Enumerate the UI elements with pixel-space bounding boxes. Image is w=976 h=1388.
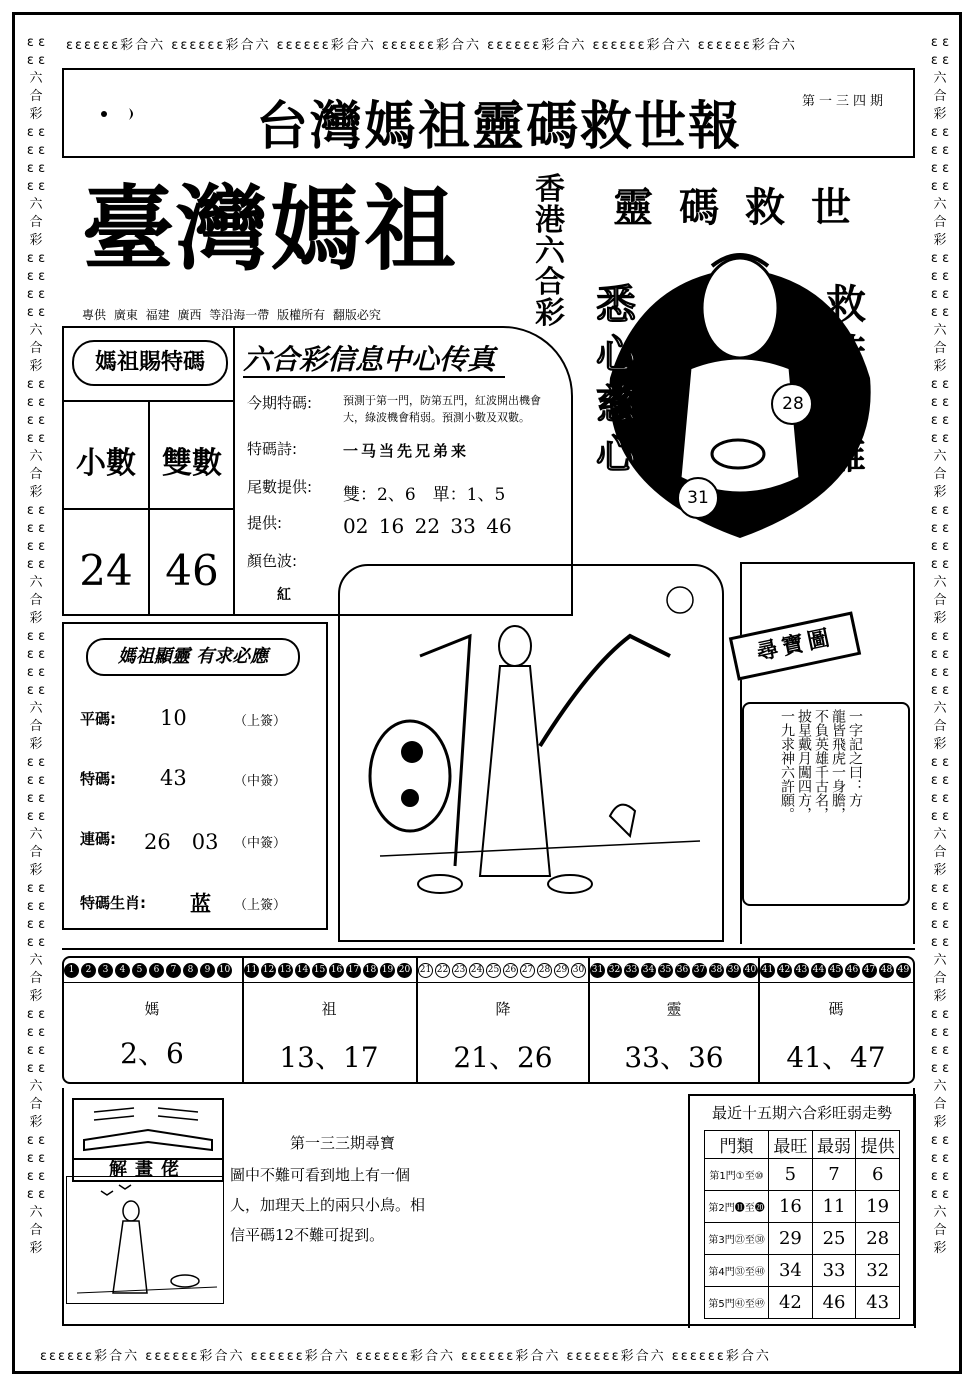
trend-min: 7 [812,1159,856,1191]
trend-max: 42 [769,1287,813,1319]
number-ball: 31 [590,963,605,978]
trend-range: ①至⑩ [735,1171,764,1182]
special-number-1: 24 [79,546,133,595]
right-border-strip: ɛ ɛ ɛ ɛ 六 合 彩 ɛ ɛ ɛ ɛ ɛ ɛ ɛ ɛ 六 合 彩 ɛ ɛ ɛ ɛ ɛ ɛ ɛ ɛ 六 合 彩 ɛ ɛ ɛ ɛ ɛ ɛ ɛ ɛ 六 合 彩 ɛ ɛ ɛ ɛ ɛ ɛ ɛ ɛ 六 合 彩 ɛ ɛ ɛ ɛ ɛ ɛ ɛ ɛ 六 合 彩 ɛ ɛ ɛ ɛ ɛ ɛ ɛ ɛ 六 合 彩 ɛ ɛ ɛ ɛ ɛ ɛ ɛ ɛ 六 合 彩 ɛ ɛ ɛ ɛ ɛ ɛ ɛ ɛ 六 合 彩 ɛ ɛ ɛ ɛ ɛ ɛ ɛ ɛ 六 合 彩 [930,35,950,1256]
trend-min: 11 [812,1191,856,1223]
number-ball: 3 [98,963,113,978]
trend-table [704,1130,900,1319]
number-ball: 11 [244,963,259,978]
number-ball: 19 [380,963,395,978]
trend-title: 最近十五期六合彩旺弱走勢 [711,1104,892,1122]
trend-door: 第1門 [709,1171,736,1182]
trend-give: 19 [856,1191,900,1223]
mazu-panel-title: 媽祖顯靈 有求必應 [86,638,300,676]
trend-range: ㉛至㊵ [734,1267,765,1278]
number-ball: 28 [537,963,552,978]
trend-max: 34 [769,1255,813,1287]
number-ball: 36 [675,963,690,978]
number-ball: 37 [692,963,707,978]
treasure-map-box [740,562,915,944]
special-code-row-note: （中簽） [234,774,287,789]
number-ball: 35 [658,963,673,978]
moon-decoration [94,104,144,124]
trend-door: 第4門 [708,1267,735,1278]
number-ball: 49 [896,963,911,978]
trend-door: 第2門 [708,1203,735,1214]
trend-give: 43 [856,1287,900,1319]
number-ball: 44 [811,963,826,978]
poem-line-4: 披星戴月闖四方， [796,709,812,821]
linked-code-value: 26 03 [144,830,219,854]
number-ball: 17 [346,963,361,978]
door-4-range [590,960,758,980]
number-ball: 47 [862,963,877,978]
number-ball: 40 [743,963,758,978]
door-4-numbers: 33、36 [624,1041,724,1074]
jiehua-label: 解畫佬 [72,1158,224,1182]
trend-row [705,1255,900,1287]
masthead-notice: 專供 廣東 福建 廣西 等沿海一帶 版權所有 翻版必究 [82,308,381,322]
number-ball: 12 [261,963,276,978]
number-ball: 15 [312,963,327,978]
door-5-numbers: 41、47 [786,1041,886,1074]
door-5-char: 碼 [828,1000,844,1018]
masthead-title: 臺灣媽祖 [82,176,459,283]
door-1-char: 媽 [144,1000,160,1018]
number-ball: 10 [217,963,232,978]
trend-row [705,1223,900,1255]
trend-min: 33 [812,1255,856,1287]
trend-give: 6 [856,1159,900,1191]
mazu-panel [62,622,328,930]
trend-max: 5 [769,1159,813,1191]
number-ball: 14 [295,963,310,978]
info-value-this-period: 預測于第一門，防第五門，紅波開出機會大，綠波機會稍弱。預測小數及双數。 [343,394,541,424]
info-value-provide: 02 16 22 33 46 [343,514,512,538]
number-ball: 5 [132,963,147,978]
poem-line-2: 龍皆飛虎一身膽， [830,709,846,821]
number-ball: 46 [845,963,860,978]
number-ball: 26 [503,963,518,978]
flat-code-note: （上簽） [234,714,287,729]
number-ball: 33 [624,963,639,978]
number-ball: 27 [520,963,535,978]
number-ball: 7 [166,963,181,978]
number-ball: 2 [81,963,96,978]
poem-line-5: 一九求神六許願。 [779,709,795,821]
jiehua-text: 圖中不難可看到地上有一個人，加理天上的兩只小鳥。相信平碼12不難可捉到。 [230,1166,426,1244]
divider [243,376,505,378]
number-ball: 1 [64,963,79,978]
info-label-tail: 尾數提供: [247,478,313,496]
linked-code-note: （中簽） [234,836,287,851]
number-ball: 45 [828,963,843,978]
trend-min: 25 [812,1223,856,1255]
door-3-range [418,960,588,980]
section-divider [62,948,915,950]
info-label-provide: 提供: [247,514,283,532]
header-box [62,68,915,158]
trend-max: 29 [769,1223,813,1255]
info-value-poem: 一马当先兄弟来 [343,442,470,460]
buddha-figure [580,168,900,548]
number-ball: 20 [397,963,412,978]
trend-header-max: 最旺 [769,1131,813,1159]
even-number-label: 雙數 [162,446,222,481]
number-ball: 21 [418,963,433,978]
trend-box [688,1094,916,1328]
door-1-range [64,960,240,980]
number-ball: 48 [879,963,894,978]
special-number-2: 46 [165,546,219,595]
door-1-numbers: 2、6 [120,1037,184,1070]
open-book-icon [74,1100,222,1158]
number-ball: 30 [571,963,586,978]
number-ball: 32 [607,963,622,978]
buddha-arc-text: 靈碼救世 [613,185,877,231]
info-label-poem: 特碼詩: [247,440,298,458]
info-label-color: 顏色波: [247,552,298,570]
number-ball: 43 [794,963,809,978]
book-illustration [72,1098,224,1160]
trend-header-give: 提供 [856,1131,900,1159]
small-number-label: 小數 [76,446,136,481]
poem-line-3: 不負英雄千古名， [813,709,829,821]
trend-header-door: 門類 [705,1131,769,1159]
number-ball: 13 [278,963,293,978]
treasure-poem [778,709,863,869]
jiehua-illustration [66,1176,224,1304]
buddha-number-a: 28 [782,394,804,414]
number-ball: 6 [149,963,164,978]
trend-door: 第3門 [708,1235,735,1246]
poem-line-1: 一字記之曰：方 [847,709,863,807]
number-ball: 8 [183,963,198,978]
buddha-left-text: 悉心慈心 [596,282,636,478]
treasure-map-title: 尋寶圖 [729,611,861,680]
trend-range: ㊶至㊾ [734,1299,765,1310]
number-ball: 22 [435,963,450,978]
linked-code-label: 連碼: [80,830,116,848]
trend-row [705,1159,900,1191]
zodiac-value: 蓝 [190,891,211,916]
special-code-label: 媽祖賜特碼 [72,340,228,386]
number-ball: 24 [469,963,484,978]
divider [64,508,233,510]
lady-in-garden-illustration [340,566,722,940]
door-3-char: 降 [495,1000,511,1018]
special-code-box [62,326,235,616]
masthead-side-text: 香港六合彩 [535,172,565,331]
number-ball: 16 [329,963,344,978]
top-border-strip: ɛɛɛɛɛɛ彩合六 ɛɛɛɛɛɛ彩合六 ɛɛɛɛɛɛ彩合六 ɛɛɛɛɛɛ彩合六 ɛɛɛɛɛɛ彩合六 ɛɛɛɛɛɛ彩合六 ɛɛɛɛɛɛ彩合六 [66,38,797,53]
number-ball: 29 [554,963,569,978]
door-5-range [760,960,912,980]
trend-door: 第5門 [708,1299,735,1310]
door-3-numbers: 21、26 [453,1041,553,1074]
zodiac-note: （上簽） [234,898,287,913]
figure-with-birds-illustration [67,1177,223,1303]
jiehua-title: 第一三三期尋寶 [290,1134,396,1152]
trend-row [705,1191,900,1223]
number-ball: 38 [709,963,724,978]
number-ball: 42 [777,963,792,978]
trend-max: 16 [769,1191,813,1223]
flat-code-label: 平碼: [80,710,116,728]
trend-range: ㉑至㉚ [734,1235,765,1246]
number-ball: 41 [760,963,775,978]
zodiac-label: 特碼生肖: [80,894,146,912]
left-border-strip: ɛ ɛ ɛ ɛ 六 合 彩 ɛ ɛ ɛ ɛ ɛ ɛ ɛ ɛ 六 合 彩 ɛ ɛ ɛ ɛ ɛ ɛ ɛ ɛ 六 合 彩 ɛ ɛ ɛ ɛ ɛ ɛ ɛ ɛ 六 合 彩 ɛ ɛ ɛ ɛ ɛ ɛ ɛ ɛ 六 合 彩 ɛ ɛ ɛ ɛ ɛ ɛ ɛ ɛ 六 合 彩 ɛ ɛ ɛ ɛ ɛ ɛ ɛ ɛ 六 合 彩 ɛ ɛ ɛ ɛ ɛ ɛ ɛ ɛ 六 合 彩 ɛ ɛ ɛ ɛ ɛ ɛ ɛ ɛ 六 合 彩 ɛ ɛ ɛ ɛ ɛ ɛ ɛ ɛ 六 合 彩 [26,35,46,1256]
special-code-row-value: 43 [160,766,187,790]
trend-row [705,1287,900,1319]
number-ball: 18 [363,963,378,978]
number-ball: 9 [200,963,215,978]
trend-give: 28 [856,1223,900,1255]
flat-code-value: 10 [160,706,187,730]
door-2-numbers: 13、17 [279,1041,379,1074]
number-ball: 23 [452,963,467,978]
info-value-tail: 雙：2、6 單：1、5 [343,485,506,505]
number-ball: 25 [486,963,501,978]
door-2-char: 祖 [321,1000,337,1018]
number-ball: 39 [726,963,741,978]
special-code-row-label: 特碼: [80,770,116,788]
number-ball: 34 [641,963,656,978]
info-center-title: 六合彩信息中心传真 [243,343,496,376]
trend-range: ⓫至⓴ [734,1203,765,1214]
issue-number: 第一三四期 [802,94,888,109]
trend-header-min: 最弱 [812,1131,856,1159]
buddha-number-b: 31 [687,488,709,508]
scene-illustration-box [338,564,724,942]
bottom-border-strip: ɛɛɛɛɛɛ彩合六 ɛɛɛɛɛɛ彩合六 ɛɛɛɛɛɛ彩合六 ɛɛɛɛɛɛ彩合六 ɛɛɛɛɛɛ彩合六 ɛɛɛɛɛɛ彩合六 ɛɛɛɛɛɛ彩合六 [40,1349,771,1364]
newspaper-title: 台灣媽祖靈碼救世報 [255,97,742,157]
trend-min: 46 [812,1287,856,1319]
info-value-color: 紅 [277,587,291,603]
door-4-char: 靈 [666,1000,682,1018]
door-2-range [244,960,414,980]
info-label-this-period: 今期特碼: [247,394,313,412]
number-ball: 4 [115,963,130,978]
trend-give: 32 [856,1255,900,1287]
divider [64,982,913,983]
buddha-right-text: 救苦救難 [826,282,866,478]
